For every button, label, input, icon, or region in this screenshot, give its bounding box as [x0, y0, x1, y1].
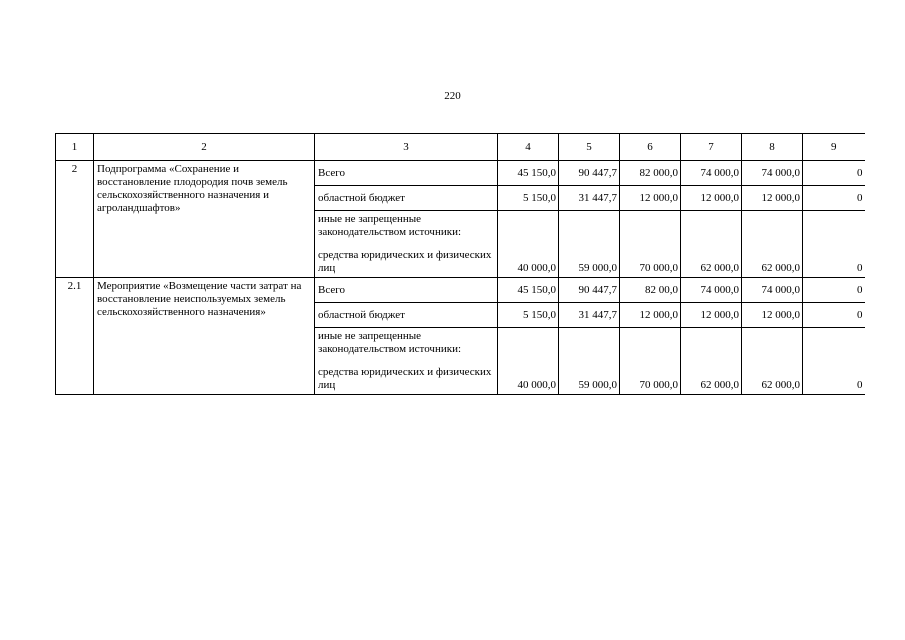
header-cell: 8 [742, 134, 803, 161]
header-cell: 6 [620, 134, 681, 161]
funding-source: областной бюджет [315, 303, 498, 328]
funding-source [315, 328, 498, 395]
value-cell: 0 [803, 303, 865, 328]
funding-source [315, 211, 498, 278]
value-cell: 90 447,7 [559, 278, 620, 303]
value-cell: 62 000,0 [742, 328, 803, 395]
value-cell: 40 000,0 [498, 328, 559, 395]
value-cell: 0 [803, 278, 865, 303]
value-cell: 90 447,7 [559, 161, 620, 186]
header-cell: 5 [559, 134, 620, 161]
value-cell: 74 000,0 [742, 161, 803, 186]
header-cell: 9 [803, 134, 865, 161]
value-cell: 70 000,0 [620, 328, 681, 395]
value-cell: 5 150,0 [498, 186, 559, 211]
header-cell: 1 [56, 134, 94, 161]
table-row [56, 161, 865, 186]
value-cell: 59 000,0 [559, 328, 620, 395]
funding-source: областной бюджет [315, 186, 498, 211]
value-cell: 62 000,0 [742, 211, 803, 278]
header-cell: 7 [681, 134, 742, 161]
value-cell: 31 447,7 [559, 186, 620, 211]
section-number: 2 [56, 161, 94, 278]
section-name: Подпрограмма «Сохранение и восстановление плодородия почв земель сельскохозяйственного назначения и агроландшафтов» [94, 161, 315, 278]
funding-source-group: иные не запрещенные законодательством источники: [318, 213, 462, 238]
value-cell: 12 000,0 [681, 186, 742, 211]
header-cell: 3 [315, 134, 498, 161]
value-cell: 40 000,0 [498, 211, 559, 278]
value-cell: 0 [803, 211, 865, 278]
value-cell: 82 00,0 [620, 278, 681, 303]
section-name: Мероприятие «Возмещение части затрат на восстановление неиспользуемых земель сельскохозяйственного назначения» [94, 278, 315, 395]
value-cell: 70 000,0 [620, 211, 681, 278]
header-row [56, 134, 865, 161]
funding-source: Всего [315, 161, 498, 186]
funding-source-group: иные не запрещенные законодательством источники: [318, 330, 462, 355]
header-cell: 4 [498, 134, 559, 161]
value-cell: 74 000,0 [681, 278, 742, 303]
value-cell: 74 000,0 [742, 278, 803, 303]
value-cell: 45 150,0 [498, 278, 559, 303]
value-cell: 5 150,0 [498, 303, 559, 328]
value-cell: 59 000,0 [559, 211, 620, 278]
budget-table [55, 133, 865, 395]
value-cell: 62 000,0 [681, 328, 742, 395]
value-cell: 12 000,0 [620, 186, 681, 211]
value-cell: 82 000,0 [620, 161, 681, 186]
value-cell: 62 000,0 [681, 211, 742, 278]
value-cell: 0 [803, 186, 865, 211]
page-number: 220 [444, 90, 461, 102]
funding-source-sub: средства юридических и физических лиц [318, 366, 492, 391]
value-cell: 12 000,0 [620, 303, 681, 328]
header-cell: 2 [94, 134, 315, 161]
value-cell: 0 [803, 161, 865, 186]
section-number: 2.1 [56, 278, 94, 395]
value-cell: 12 000,0 [681, 303, 742, 328]
value-cell: 12 000,0 [742, 186, 803, 211]
value-cell: 12 000,0 [742, 303, 803, 328]
value-cell: 74 000,0 [681, 161, 742, 186]
value-cell: 31 447,7 [559, 303, 620, 328]
value-cell: 45 150,0 [498, 161, 559, 186]
value-cell: 0 [803, 328, 865, 395]
funding-source: Всего [315, 278, 498, 303]
table-row [56, 278, 865, 303]
funding-source-sub: средства юридических и физических лиц [318, 249, 492, 274]
